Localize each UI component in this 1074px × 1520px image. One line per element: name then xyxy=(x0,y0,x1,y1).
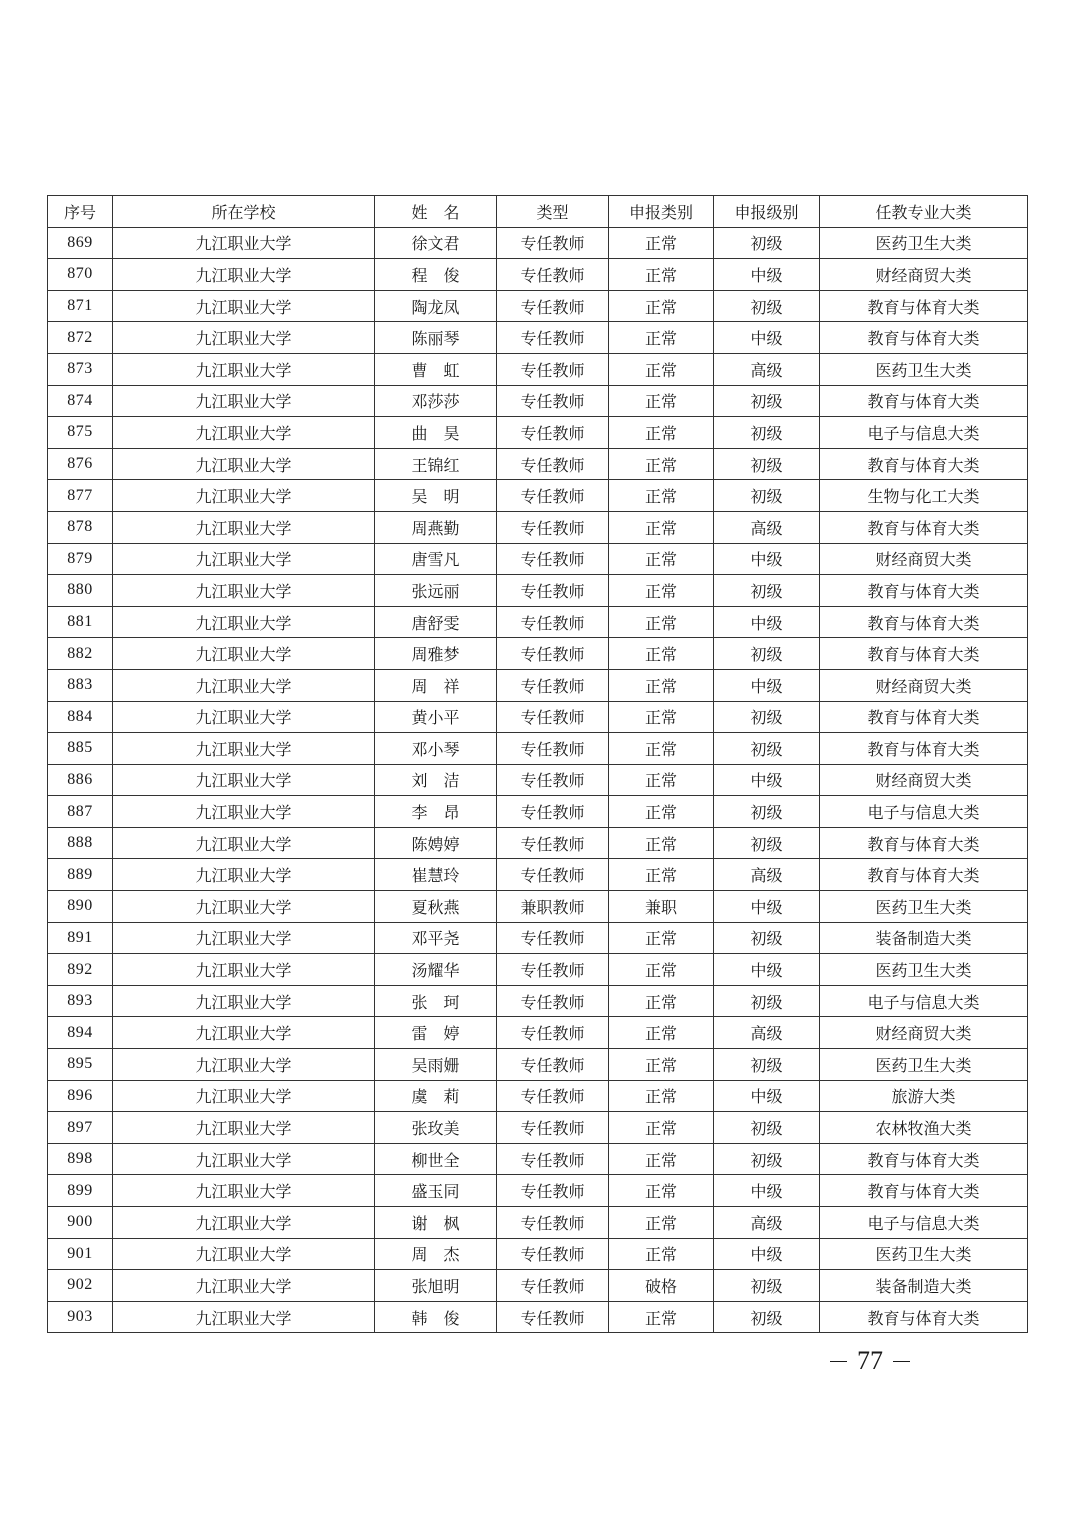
cell-school: 九江职业大学 xyxy=(113,1112,375,1144)
cell-major: 装备制造大类 xyxy=(820,1270,1028,1302)
cell-category: 正常 xyxy=(609,606,714,638)
cell-school: 九江职业大学 xyxy=(113,227,375,259)
table-row xyxy=(48,353,1028,385)
cell-level: 初级 xyxy=(714,385,820,417)
cell-type: 专任教师 xyxy=(497,669,609,701)
cell-index: 886 xyxy=(48,764,113,796)
cell-level: 中级 xyxy=(714,891,820,923)
cell-name: 王锦红 xyxy=(375,448,497,480)
table-row xyxy=(48,606,1028,638)
cell-name: 唐雪凡 xyxy=(375,543,497,575)
table-row xyxy=(48,1175,1028,1207)
cell-school: 九江职业大学 xyxy=(113,575,375,607)
cell-major: 教育与体育大类 xyxy=(820,322,1028,354)
cell-level: 中级 xyxy=(714,259,820,291)
table-row xyxy=(48,259,1028,291)
cell-major: 教育与体育大类 xyxy=(820,1143,1028,1175)
cell-school: 九江职业大学 xyxy=(113,511,375,543)
cell-type: 专任教师 xyxy=(497,575,609,607)
cell-index: 876 xyxy=(48,448,113,480)
cell-name: 韩 俊 xyxy=(375,1301,497,1333)
cell-index: 895 xyxy=(48,1049,113,1081)
column-header-index: 序号 xyxy=(48,196,113,228)
cell-level: 高级 xyxy=(714,859,820,891)
cell-school: 九江职业大学 xyxy=(113,480,375,512)
cell-type: 专任教师 xyxy=(497,701,609,733)
table-row xyxy=(48,1207,1028,1239)
cell-name: 张远丽 xyxy=(375,575,497,607)
cell-level: 中级 xyxy=(714,322,820,354)
cell-name: 张 珂 xyxy=(375,985,497,1017)
cell-category: 正常 xyxy=(609,575,714,607)
cell-school: 九江职业大学 xyxy=(113,922,375,954)
cell-level: 初级 xyxy=(714,417,820,449)
cell-school: 九江职业大学 xyxy=(113,259,375,291)
cell-name: 张玫美 xyxy=(375,1112,497,1144)
cell-level: 中级 xyxy=(714,764,820,796)
cell-name: 汤耀华 xyxy=(375,954,497,986)
cell-level: 高级 xyxy=(714,1017,820,1049)
table-header-row xyxy=(48,196,1028,228)
cell-index: 878 xyxy=(48,511,113,543)
cell-index: 887 xyxy=(48,796,113,828)
cell-major: 教育与体育大类 xyxy=(820,1301,1028,1333)
cell-name: 周 祥 xyxy=(375,669,497,701)
cell-category: 正常 xyxy=(609,385,714,417)
cell-category: 正常 xyxy=(609,353,714,385)
cell-type: 专任教师 xyxy=(497,606,609,638)
cell-index: 870 xyxy=(48,259,113,291)
cell-level: 初级 xyxy=(714,827,820,859)
teacher-roster-table xyxy=(47,195,1028,1333)
table-row xyxy=(48,480,1028,512)
cell-major: 教育与体育大类 xyxy=(820,701,1028,733)
cell-type: 专任教师 xyxy=(497,733,609,765)
cell-index: 874 xyxy=(48,385,113,417)
cell-category: 破格 xyxy=(609,1270,714,1302)
cell-major: 财经商贸大类 xyxy=(820,543,1028,575)
cell-major: 教育与体育大类 xyxy=(820,606,1028,638)
table-row xyxy=(48,1017,1028,1049)
cell-major: 医药卫生大类 xyxy=(820,1049,1028,1081)
cell-name: 周燕勤 xyxy=(375,511,497,543)
cell-type: 专任教师 xyxy=(497,1238,609,1270)
cell-type: 专任教师 xyxy=(497,1143,609,1175)
cell-name: 曹 虹 xyxy=(375,353,497,385)
table-row xyxy=(48,1238,1028,1270)
table-row xyxy=(48,638,1028,670)
table-row xyxy=(48,1112,1028,1144)
cell-index: 893 xyxy=(48,985,113,1017)
cell-index: 888 xyxy=(48,827,113,859)
cell-name: 雷 婷 xyxy=(375,1017,497,1049)
cell-school: 九江职业大学 xyxy=(113,1270,375,1302)
cell-level: 初级 xyxy=(714,1049,820,1081)
cell-name: 张旭明 xyxy=(375,1270,497,1302)
table-row xyxy=(48,1301,1028,1333)
cell-major: 教育与体育大类 xyxy=(820,385,1028,417)
column-header-school: 所在学校 xyxy=(113,196,375,228)
cell-school: 九江职业大学 xyxy=(113,733,375,765)
cell-major: 教育与体育大类 xyxy=(820,827,1028,859)
cell-index: 871 xyxy=(48,290,113,322)
cell-type: 专任教师 xyxy=(497,796,609,828)
cell-major: 教育与体育大类 xyxy=(820,859,1028,891)
cell-type: 专任教师 xyxy=(497,322,609,354)
cell-level: 初级 xyxy=(714,733,820,765)
cell-index: 869 xyxy=(48,227,113,259)
cell-level: 初级 xyxy=(714,1112,820,1144)
table-row xyxy=(48,954,1028,986)
cell-major: 医药卫生大类 xyxy=(820,227,1028,259)
cell-type: 专任教师 xyxy=(497,227,609,259)
table-row xyxy=(48,764,1028,796)
cell-type: 专任教师 xyxy=(497,859,609,891)
page-number-value: 77 xyxy=(857,1346,883,1375)
cell-name: 盛玉同 xyxy=(375,1175,497,1207)
cell-category: 正常 xyxy=(609,922,714,954)
cell-major: 电子与信息大类 xyxy=(820,796,1028,828)
cell-type: 专任教师 xyxy=(497,1301,609,1333)
cell-index: 899 xyxy=(48,1175,113,1207)
cell-major: 财经商贸大类 xyxy=(820,669,1028,701)
cell-category: 正常 xyxy=(609,1175,714,1207)
cell-type: 专任教师 xyxy=(497,290,609,322)
cell-category: 正常 xyxy=(609,669,714,701)
cell-major: 生物与化工大类 xyxy=(820,480,1028,512)
cell-school: 九江职业大学 xyxy=(113,1175,375,1207)
table-row xyxy=(48,1080,1028,1112)
cell-name: 吴 明 xyxy=(375,480,497,512)
cell-category: 正常 xyxy=(609,227,714,259)
cell-name: 李 昂 xyxy=(375,796,497,828)
cell-type: 专任教师 xyxy=(497,764,609,796)
cell-level: 中级 xyxy=(714,1238,820,1270)
cell-type: 专任教师 xyxy=(497,638,609,670)
cell-level: 高级 xyxy=(714,353,820,385)
cell-type: 专任教师 xyxy=(497,1112,609,1144)
cell-type: 专任教师 xyxy=(497,353,609,385)
cell-category: 正常 xyxy=(609,511,714,543)
cell-school: 九江职业大学 xyxy=(113,954,375,986)
cell-name: 吴雨姗 xyxy=(375,1049,497,1081)
cell-index: 900 xyxy=(48,1207,113,1239)
cell-index: 892 xyxy=(48,954,113,986)
cell-school: 九江职业大学 xyxy=(113,1301,375,1333)
page-number-right-dash xyxy=(893,1361,910,1362)
cell-index: 896 xyxy=(48,1080,113,1112)
cell-level: 初级 xyxy=(714,638,820,670)
cell-index: 879 xyxy=(48,543,113,575)
cell-school: 九江职业大学 xyxy=(113,417,375,449)
cell-name: 邓小琴 xyxy=(375,733,497,765)
cell-level: 初级 xyxy=(714,985,820,1017)
cell-major: 教育与体育大类 xyxy=(820,638,1028,670)
cell-type: 专任教师 xyxy=(497,448,609,480)
cell-school: 九江职业大学 xyxy=(113,1207,375,1239)
cell-level: 初级 xyxy=(714,922,820,954)
cell-index: 882 xyxy=(48,638,113,670)
cell-school: 九江职业大学 xyxy=(113,669,375,701)
cell-category: 正常 xyxy=(609,290,714,322)
column-header-level: 申报级别 xyxy=(714,196,820,228)
cell-name: 周雅梦 xyxy=(375,638,497,670)
cell-category: 正常 xyxy=(609,859,714,891)
cell-major: 医药卫生大类 xyxy=(820,353,1028,385)
cell-category: 正常 xyxy=(609,259,714,291)
cell-major: 医药卫生大类 xyxy=(820,1238,1028,1270)
cell-major: 医药卫生大类 xyxy=(820,891,1028,923)
cell-level: 初级 xyxy=(714,1270,820,1302)
cell-school: 九江职业大学 xyxy=(113,1143,375,1175)
cell-level: 初级 xyxy=(714,480,820,512)
cell-index: 875 xyxy=(48,417,113,449)
cell-major: 财经商贸大类 xyxy=(820,259,1028,291)
cell-category: 正常 xyxy=(609,1017,714,1049)
cell-major: 电子与信息大类 xyxy=(820,985,1028,1017)
cell-index: 872 xyxy=(48,322,113,354)
cell-school: 九江职业大学 xyxy=(113,606,375,638)
cell-type: 专任教师 xyxy=(497,922,609,954)
cell-level: 初级 xyxy=(714,796,820,828)
cell-category: 正常 xyxy=(609,417,714,449)
cell-type: 专任教师 xyxy=(497,417,609,449)
cell-type: 专任教师 xyxy=(497,1207,609,1239)
cell-school: 九江职业大学 xyxy=(113,322,375,354)
cell-major: 教育与体育大类 xyxy=(820,1175,1028,1207)
cell-category: 正常 xyxy=(609,322,714,354)
cell-category: 正常 xyxy=(609,1301,714,1333)
cell-name: 谢 枫 xyxy=(375,1207,497,1239)
cell-index: 903 xyxy=(48,1301,113,1333)
cell-level: 中级 xyxy=(714,543,820,575)
cell-level: 中级 xyxy=(714,1080,820,1112)
cell-level: 中级 xyxy=(714,669,820,701)
cell-major: 旅游大类 xyxy=(820,1080,1028,1112)
cell-school: 九江职业大学 xyxy=(113,796,375,828)
cell-index: 883 xyxy=(48,669,113,701)
cell-type: 专任教师 xyxy=(497,543,609,575)
cell-major: 教育与体育大类 xyxy=(820,733,1028,765)
cell-index: 897 xyxy=(48,1112,113,1144)
cell-index: 877 xyxy=(48,480,113,512)
cell-name: 柳世全 xyxy=(375,1143,497,1175)
cell-category: 正常 xyxy=(609,701,714,733)
cell-level: 高级 xyxy=(714,1207,820,1239)
cell-level: 初级 xyxy=(714,1143,820,1175)
cell-school: 九江职业大学 xyxy=(113,891,375,923)
cell-level: 初级 xyxy=(714,448,820,480)
table-row xyxy=(48,859,1028,891)
cell-category: 正常 xyxy=(609,764,714,796)
cell-name: 邓莎莎 xyxy=(375,385,497,417)
cell-index: 884 xyxy=(48,701,113,733)
cell-school: 九江职业大学 xyxy=(113,764,375,796)
table-row xyxy=(48,1270,1028,1302)
cell-level: 高级 xyxy=(714,511,820,543)
table-row xyxy=(48,543,1028,575)
cell-major: 医药卫生大类 xyxy=(820,954,1028,986)
cell-category: 正常 xyxy=(609,1112,714,1144)
cell-name: 徐文君 xyxy=(375,227,497,259)
cell-category: 正常 xyxy=(609,448,714,480)
cell-type: 专任教师 xyxy=(497,1270,609,1302)
cell-index: 873 xyxy=(48,353,113,385)
page-number-left-dash xyxy=(830,1361,847,1362)
table-row xyxy=(48,1049,1028,1081)
cell-name: 刘 洁 xyxy=(375,764,497,796)
table-row xyxy=(48,922,1028,954)
cell-index: 889 xyxy=(48,859,113,891)
cell-index: 901 xyxy=(48,1238,113,1270)
cell-name: 曲 昊 xyxy=(375,417,497,449)
page-number xyxy=(820,1344,920,1378)
cell-school: 九江职业大学 xyxy=(113,385,375,417)
cell-type: 专任教师 xyxy=(497,1080,609,1112)
cell-type: 专任教师 xyxy=(497,385,609,417)
cell-index: 902 xyxy=(48,1270,113,1302)
table-row xyxy=(48,796,1028,828)
cell-category: 正常 xyxy=(609,985,714,1017)
table-row xyxy=(48,701,1028,733)
column-header-type: 类型 xyxy=(497,196,609,228)
cell-category: 正常 xyxy=(609,796,714,828)
cell-school: 九江职业大学 xyxy=(113,1238,375,1270)
cell-type: 专任教师 xyxy=(497,985,609,1017)
cell-school: 九江职业大学 xyxy=(113,448,375,480)
cell-type: 专任教师 xyxy=(497,954,609,986)
cell-category: 正常 xyxy=(609,954,714,986)
cell-major: 电子与信息大类 xyxy=(820,1207,1028,1239)
cell-major: 教育与体育大类 xyxy=(820,448,1028,480)
cell-index: 898 xyxy=(48,1143,113,1175)
cell-index: 894 xyxy=(48,1017,113,1049)
cell-major: 装备制造大类 xyxy=(820,922,1028,954)
cell-name: 陶龙凤 xyxy=(375,290,497,322)
table-row xyxy=(48,1143,1028,1175)
table-row xyxy=(48,227,1028,259)
cell-school: 九江职业大学 xyxy=(113,1080,375,1112)
table-row xyxy=(48,290,1028,322)
table-row xyxy=(48,733,1028,765)
cell-type: 专任教师 xyxy=(497,1049,609,1081)
cell-name: 崔慧玲 xyxy=(375,859,497,891)
cell-school: 九江职业大学 xyxy=(113,1017,375,1049)
cell-level: 初级 xyxy=(714,701,820,733)
table-row xyxy=(48,385,1028,417)
cell-major: 电子与信息大类 xyxy=(820,417,1028,449)
cell-category: 正常 xyxy=(609,480,714,512)
table-row xyxy=(48,511,1028,543)
cell-school: 九江职业大学 xyxy=(113,1049,375,1081)
cell-school: 九江职业大学 xyxy=(113,701,375,733)
cell-name: 陈丽琴 xyxy=(375,322,497,354)
cell-level: 初级 xyxy=(714,1301,820,1333)
column-header-name: 姓 名 xyxy=(375,196,497,228)
cell-school: 九江职业大学 xyxy=(113,985,375,1017)
cell-school: 九江职业大学 xyxy=(113,353,375,385)
cell-name: 邓平尧 xyxy=(375,922,497,954)
table-row xyxy=(48,575,1028,607)
cell-major: 财经商贸大类 xyxy=(820,764,1028,796)
table-row xyxy=(48,891,1028,923)
cell-school: 九江职业大学 xyxy=(113,638,375,670)
cell-category: 兼职 xyxy=(609,891,714,923)
table-row xyxy=(48,669,1028,701)
cell-name: 黄小平 xyxy=(375,701,497,733)
column-header-category: 申报类别 xyxy=(609,196,714,228)
cell-category: 正常 xyxy=(609,733,714,765)
cell-type: 专任教师 xyxy=(497,1175,609,1207)
table-row xyxy=(48,417,1028,449)
column-header-major: 任教专业大类 xyxy=(820,196,1028,228)
cell-level: 初级 xyxy=(714,227,820,259)
cell-name: 夏秋燕 xyxy=(375,891,497,923)
cell-level: 中级 xyxy=(714,954,820,986)
cell-level: 初级 xyxy=(714,575,820,607)
cell-major: 农林牧渔大类 xyxy=(820,1112,1028,1144)
cell-type: 专任教师 xyxy=(497,259,609,291)
cell-school: 九江职业大学 xyxy=(113,827,375,859)
table-row xyxy=(48,448,1028,480)
cell-index: 885 xyxy=(48,733,113,765)
cell-major: 教育与体育大类 xyxy=(820,575,1028,607)
cell-school: 九江职业大学 xyxy=(113,290,375,322)
cell-category: 正常 xyxy=(609,827,714,859)
cell-category: 正常 xyxy=(609,1080,714,1112)
cell-type: 专任教师 xyxy=(497,827,609,859)
cell-school: 九江职业大学 xyxy=(113,859,375,891)
cell-category: 正常 xyxy=(609,1049,714,1081)
cell-category: 正常 xyxy=(609,1143,714,1175)
cell-name: 虞 莉 xyxy=(375,1080,497,1112)
cell-school: 九江职业大学 xyxy=(113,543,375,575)
cell-name: 陈娉婷 xyxy=(375,827,497,859)
table-body xyxy=(48,227,1028,1333)
cell-category: 正常 xyxy=(609,543,714,575)
cell-name: 唐舒雯 xyxy=(375,606,497,638)
cell-type: 专任教师 xyxy=(497,511,609,543)
cell-type: 专任教师 xyxy=(497,480,609,512)
cell-level: 中级 xyxy=(714,1175,820,1207)
table-row xyxy=(48,322,1028,354)
cell-type: 兼职教师 xyxy=(497,891,609,923)
cell-type: 专任教师 xyxy=(497,1017,609,1049)
cell-major: 财经商贸大类 xyxy=(820,1017,1028,1049)
cell-index: 890 xyxy=(48,891,113,923)
cell-name: 程 俊 xyxy=(375,259,497,291)
cell-name: 周 杰 xyxy=(375,1238,497,1270)
cell-index: 881 xyxy=(48,606,113,638)
cell-major: 教育与体育大类 xyxy=(820,290,1028,322)
cell-major: 教育与体育大类 xyxy=(820,511,1028,543)
table-row xyxy=(48,827,1028,859)
cell-category: 正常 xyxy=(609,1207,714,1239)
table-row xyxy=(48,985,1028,1017)
cell-category: 正常 xyxy=(609,638,714,670)
cell-index: 880 xyxy=(48,575,113,607)
cell-level: 中级 xyxy=(714,606,820,638)
cell-level: 初级 xyxy=(714,290,820,322)
cell-category: 正常 xyxy=(609,1238,714,1270)
cell-index: 891 xyxy=(48,922,113,954)
